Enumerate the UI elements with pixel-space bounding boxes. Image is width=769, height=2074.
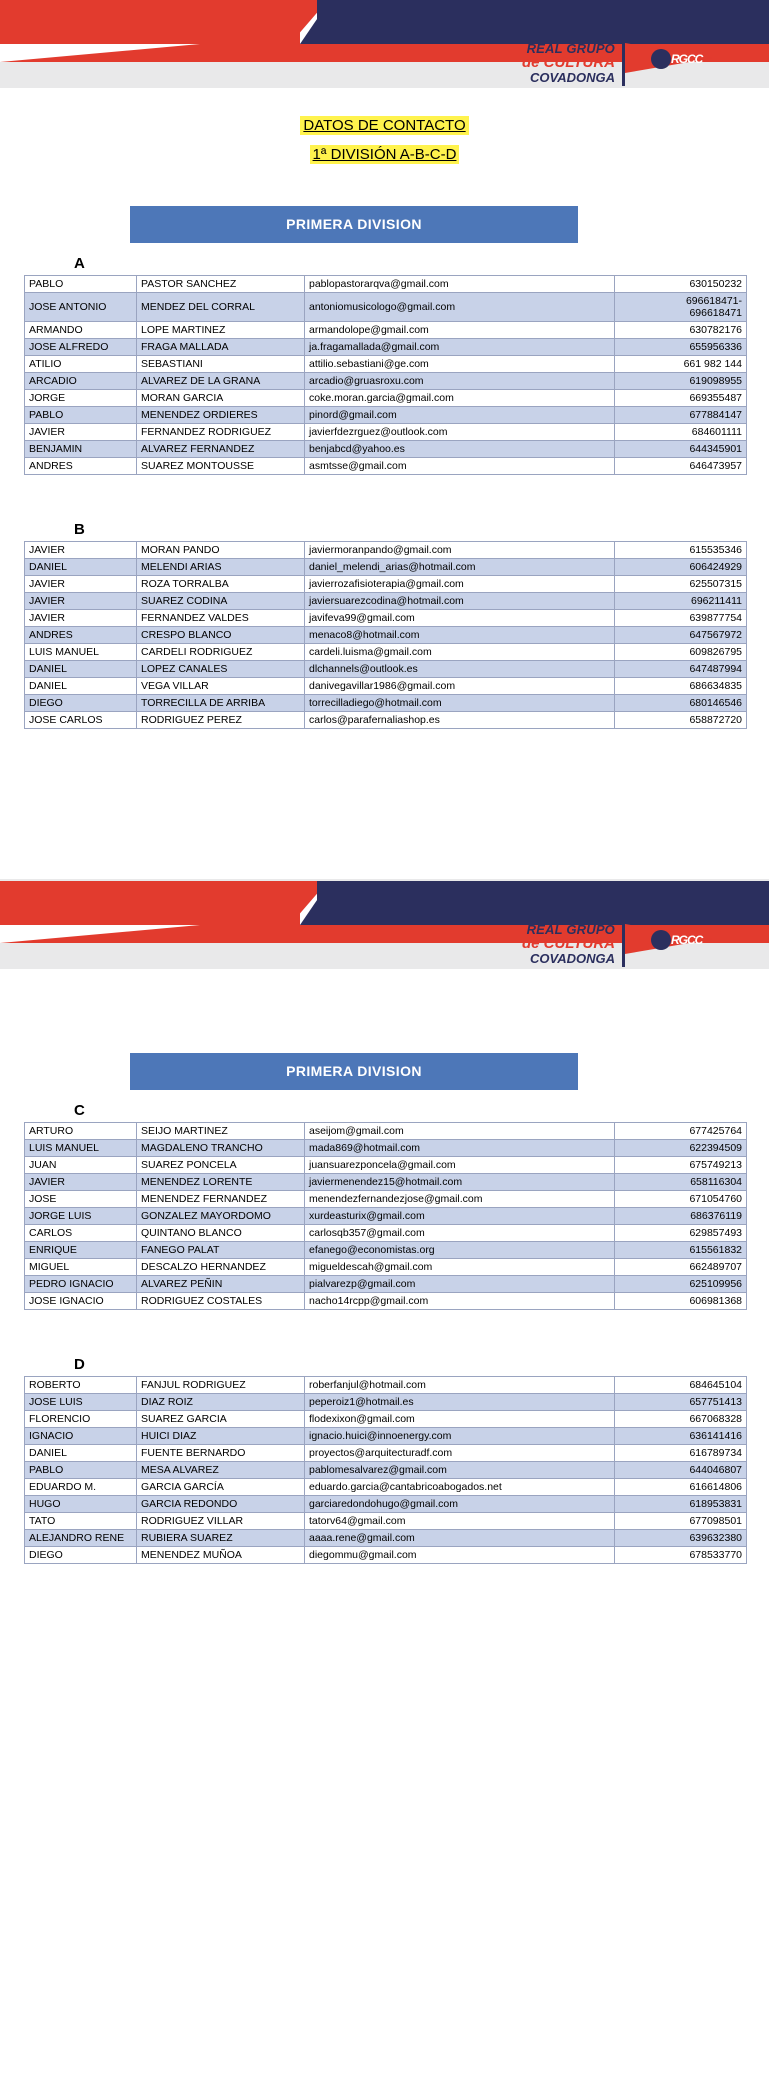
cell-phone: 606424929 bbox=[615, 559, 747, 576]
table-row bbox=[25, 695, 747, 712]
cell-surname: RODRIGUEZ VILLAR bbox=[137, 1513, 305, 1530]
cell-email: javierfdezrguez@outlook.com bbox=[305, 424, 615, 441]
club-logo bbox=[522, 40, 717, 86]
club-logo-line3: COVADONGA bbox=[530, 69, 615, 85]
cell-email: carlos@parafernaliashop.es bbox=[305, 712, 615, 729]
cell-email: diegommu@gmail.com bbox=[305, 1547, 615, 1564]
cell-surname: SEIJO MARTINEZ bbox=[137, 1123, 305, 1140]
cell-name: JUAN bbox=[25, 1157, 137, 1174]
cell-phone: 639632380 bbox=[615, 1530, 747, 1547]
cell-email: antoniomusicologo@gmail.com bbox=[305, 293, 615, 322]
cell-phone: 647567972 bbox=[615, 627, 747, 644]
cell-email: ignacio.huici@innoenergy.com bbox=[305, 1428, 615, 1445]
cell-email: menaco8@hotmail.com bbox=[305, 627, 615, 644]
band-white-wedge bbox=[0, 925, 200, 943]
cell-surname: FERNANDEZ VALDES bbox=[137, 610, 305, 627]
cell-name: JOSE CARLOS bbox=[25, 712, 137, 729]
cell-name: JOSE ALFREDO bbox=[25, 339, 137, 356]
cell-phone: 636141416 bbox=[615, 1428, 747, 1445]
cell-email: roberfanjul@hotmail.com bbox=[305, 1377, 615, 1394]
club-logo-line2: de CULTURA bbox=[521, 935, 615, 953]
cell-name: EDUARDO M. bbox=[25, 1479, 137, 1496]
cell-phone: 639877754 bbox=[615, 610, 747, 627]
cell-email: torrecilladiego@hotmail.com bbox=[305, 695, 615, 712]
section-spacer bbox=[0, 475, 769, 509]
cell-name: JORGE LUIS bbox=[25, 1208, 137, 1225]
table-row bbox=[25, 322, 747, 339]
cell-phone: 615535346 bbox=[615, 542, 747, 559]
cell-surname: MENENDEZ ORDIERES bbox=[137, 407, 305, 424]
cell-phone: 625507315 bbox=[615, 576, 747, 593]
table-row bbox=[25, 559, 747, 576]
cell-surname: FERNANDEZ RODRIGUEZ bbox=[137, 424, 305, 441]
cell-surname: MESA ALVAREZ bbox=[137, 1462, 305, 1479]
cell-name: MIGUEL bbox=[25, 1259, 137, 1276]
cell-name: DANIEL bbox=[25, 661, 137, 678]
cell-surname: GONZALEZ MAYORDOMO bbox=[137, 1208, 305, 1225]
contacts-table-d bbox=[24, 1376, 747, 1564]
table-row bbox=[25, 576, 747, 593]
cell-phone: 675749213 bbox=[615, 1157, 747, 1174]
section-spacer bbox=[0, 729, 769, 879]
cell-surname: LOPEZ CANALES bbox=[137, 661, 305, 678]
band-white-wedge bbox=[0, 44, 200, 62]
cell-email: proyectos@arquitecturadf.com bbox=[305, 1445, 615, 1462]
table-row bbox=[25, 610, 747, 627]
cell-name: JAVIER bbox=[25, 424, 137, 441]
cell-surname: FUENTE BERNARDO bbox=[137, 1445, 305, 1462]
cell-email: mada869@hotmail.com bbox=[305, 1140, 615, 1157]
cell-email: tatorv64@gmail.com bbox=[305, 1513, 615, 1530]
table-row bbox=[25, 678, 747, 695]
cell-phone: 662489707 bbox=[615, 1259, 747, 1276]
table-row bbox=[25, 1140, 747, 1157]
cell-name: JAVIER bbox=[25, 593, 137, 610]
cell-phone: 684601111 bbox=[615, 424, 747, 441]
table-row bbox=[25, 1276, 747, 1293]
table-row bbox=[25, 1513, 747, 1530]
cell-surname: TORRECILLA DE ARRIBA bbox=[137, 695, 305, 712]
contacts-table-c bbox=[24, 1122, 747, 1310]
table-row bbox=[25, 407, 747, 424]
table-row bbox=[25, 1496, 747, 1513]
table-row bbox=[25, 1377, 747, 1394]
cell-name: JAVIER bbox=[25, 610, 137, 627]
cell-email: armandolope@gmail.com bbox=[305, 322, 615, 339]
cell-surname: MELENDI ARIAS bbox=[137, 559, 305, 576]
cell-surname: MORAN PANDO bbox=[137, 542, 305, 559]
cell-name: DANIEL bbox=[25, 559, 137, 576]
table-row bbox=[25, 1530, 747, 1547]
cell-surname: ALVAREZ FERNANDEZ bbox=[137, 441, 305, 458]
band-navy-top bbox=[317, 881, 769, 925]
cell-name: FLORENCIO bbox=[25, 1411, 137, 1428]
cell-phone: 625109956 bbox=[615, 1276, 747, 1293]
table-row bbox=[25, 1462, 747, 1479]
division-header: PRIMERA DIVISION bbox=[130, 206, 578, 243]
cell-email: juansuarezponcela@gmail.com bbox=[305, 1157, 615, 1174]
cell-email: ja.fragamallada@gmail.com bbox=[305, 339, 615, 356]
cell-phone: 616614806 bbox=[615, 1479, 747, 1496]
cell-name: JAVIER bbox=[25, 1174, 137, 1191]
cell-email: peperoiz1@hotmail.es bbox=[305, 1394, 615, 1411]
cell-surname: MENENDEZ LORENTE bbox=[137, 1174, 305, 1191]
group-letter-c: C bbox=[74, 1102, 85, 1120]
cell-email: danivegavillar1986@gmail.com bbox=[305, 678, 615, 695]
band-navy-top bbox=[317, 0, 769, 44]
cell-phone: 677884147 bbox=[615, 407, 747, 424]
cell-email: javiermoranpando@gmail.com bbox=[305, 542, 615, 559]
table-row bbox=[25, 1411, 747, 1428]
club-logo-line1: REAL GRUPO bbox=[526, 922, 615, 938]
cell-name: DANIEL bbox=[25, 1445, 137, 1462]
cell-phone: 684645104 bbox=[615, 1377, 747, 1394]
cell-surname: RODRIGUEZ COSTALES bbox=[137, 1293, 305, 1310]
cell-phone: 629857493 bbox=[615, 1225, 747, 1242]
cell-phone: 678533770 bbox=[615, 1547, 747, 1564]
cell-phone: 667068328 bbox=[615, 1411, 747, 1428]
cell-phone: 618953831 bbox=[615, 1496, 747, 1513]
table-row bbox=[25, 593, 747, 610]
table-row bbox=[25, 627, 747, 644]
cell-surname: LOPE MARTINEZ bbox=[137, 322, 305, 339]
cell-surname: CARDELI RODRIGUEZ bbox=[137, 644, 305, 661]
table-row bbox=[25, 1394, 747, 1411]
cell-email: efanego@economistas.org bbox=[305, 1242, 615, 1259]
cell-surname: SEBASTIANI bbox=[137, 356, 305, 373]
cell-name: JOSE ANTONIO bbox=[25, 293, 137, 322]
cell-phone: 658872720 bbox=[615, 712, 747, 729]
cell-phone: 669355487 bbox=[615, 390, 747, 407]
club-logo-text bbox=[522, 42, 615, 84]
cell-name: ARCADIO bbox=[25, 373, 137, 390]
cell-phone: 696211411 bbox=[615, 593, 747, 610]
table-row bbox=[25, 661, 747, 678]
header-band bbox=[0, 0, 769, 88]
table-row bbox=[25, 373, 747, 390]
cell-name: IGNACIO bbox=[25, 1428, 137, 1445]
cell-surname: ROZA TORRALBA bbox=[137, 576, 305, 593]
cell-email: arcadio@gruasroxu.com bbox=[305, 373, 615, 390]
cell-phone: 647487994 bbox=[615, 661, 747, 678]
cell-phone: 655956336 bbox=[615, 339, 747, 356]
cell-name: ARTURO bbox=[25, 1123, 137, 1140]
cell-name: PEDRO IGNACIO bbox=[25, 1276, 137, 1293]
cell-email: aseijom@gmail.com bbox=[305, 1123, 615, 1140]
cell-name: JOSE LUIS bbox=[25, 1394, 137, 1411]
cell-email: dlchannels@outlook.es bbox=[305, 661, 615, 678]
group-letter-a: A bbox=[74, 255, 85, 272]
cell-phone: 671054760 bbox=[615, 1191, 747, 1208]
cell-phone: 622394509 bbox=[615, 1140, 747, 1157]
club-logo-line1: REAL GRUPO bbox=[526, 41, 615, 57]
document-titles bbox=[0, 116, 769, 164]
cell-phone: 677425764 bbox=[615, 1123, 747, 1140]
club-logo-initials: RGCC bbox=[671, 52, 703, 66]
section-spacer bbox=[0, 1564, 769, 1714]
cell-email: menendezfernandezjose@gmail.com bbox=[305, 1191, 615, 1208]
cell-phone: 686634835 bbox=[615, 678, 747, 695]
cell-name: BENJAMIN bbox=[25, 441, 137, 458]
cell-surname: HUICI DIAZ bbox=[137, 1428, 305, 1445]
cell-name: ANDRES bbox=[25, 458, 137, 475]
cell-email: attilio.sebastiani@ge.com bbox=[305, 356, 615, 373]
cell-phone: 606981368 bbox=[615, 1293, 747, 1310]
cell-surname: GARCIA REDONDO bbox=[137, 1496, 305, 1513]
section-spacer bbox=[0, 1310, 769, 1344]
cell-surname: DIAZ ROIZ bbox=[137, 1394, 305, 1411]
cell-email: asmtsse@gmail.com bbox=[305, 458, 615, 475]
cell-surname: SUAREZ CODINA bbox=[137, 593, 305, 610]
cell-phone: 646473957 bbox=[615, 458, 747, 475]
cell-email: cardeli.luisma@gmail.com bbox=[305, 644, 615, 661]
cell-name: DANIEL bbox=[25, 678, 137, 695]
cell-name: CARLOS bbox=[25, 1225, 137, 1242]
table-row bbox=[25, 1191, 747, 1208]
cell-email: javifeva99@gmail.com bbox=[305, 610, 615, 627]
pennant-icon bbox=[621, 921, 717, 967]
cell-name: HUGO bbox=[25, 1496, 137, 1513]
cell-surname: RUBIERA SUAREZ bbox=[137, 1530, 305, 1547]
cell-email: xurdeasturix@gmail.com bbox=[305, 1208, 615, 1225]
table-row bbox=[25, 356, 747, 373]
cell-phone: 616789734 bbox=[615, 1445, 747, 1462]
cell-name: JOSE bbox=[25, 1191, 137, 1208]
cell-name: PABLO bbox=[25, 407, 137, 424]
cell-email: coke.moran.garcia@gmail.com bbox=[305, 390, 615, 407]
contacts-table-a bbox=[24, 275, 747, 475]
cell-surname: GARCIA GARCÍA bbox=[137, 1479, 305, 1496]
cell-surname: CRESPO BLANCO bbox=[137, 627, 305, 644]
cell-surname: MENENDEZ MUÑOA bbox=[137, 1547, 305, 1564]
page-2 bbox=[0, 881, 769, 1714]
cell-phone: 680146546 bbox=[615, 695, 747, 712]
group-letter-b: B bbox=[74, 521, 85, 539]
cell-surname: FANJUL RODRIGUEZ bbox=[137, 1377, 305, 1394]
cell-phone: 696618471- 696618471 bbox=[615, 293, 747, 322]
cell-email: daniel_melendi_arias@hotmail.com bbox=[305, 559, 615, 576]
cell-phone: 619098955 bbox=[615, 373, 747, 390]
cell-phone: 644345901 bbox=[615, 441, 747, 458]
table-row bbox=[25, 1479, 747, 1496]
cell-surname: MENDEZ DEL CORRAL bbox=[137, 293, 305, 322]
cell-surname: DESCALZO HERNANDEZ bbox=[137, 1259, 305, 1276]
cell-email: pialvarezp@gmail.com bbox=[305, 1276, 615, 1293]
cell-email: pablomesalvarez@gmail.com bbox=[305, 1462, 615, 1479]
cell-phone: 644046807 bbox=[615, 1462, 747, 1479]
cell-phone: 630150232 bbox=[615, 276, 747, 293]
contacts-table-b bbox=[24, 541, 747, 729]
cell-email: javiermenendez15@hotmail.com bbox=[305, 1174, 615, 1191]
cell-name: ARMANDO bbox=[25, 322, 137, 339]
club-logo-initials: RGCC bbox=[671, 933, 703, 948]
cell-surname: SUAREZ PONCELA bbox=[137, 1157, 305, 1174]
cell-phone: 615561832 bbox=[615, 1242, 747, 1259]
cell-phone: 657751413 bbox=[615, 1394, 747, 1411]
cell-surname: SUAREZ MONTOUSSE bbox=[137, 458, 305, 475]
title-main-wrap bbox=[0, 116, 769, 135]
title-sub-wrap bbox=[0, 145, 769, 164]
table-row bbox=[25, 276, 747, 293]
table-row bbox=[25, 339, 747, 356]
cell-phone: 677098501 bbox=[615, 1513, 747, 1530]
cell-name: ATILIO bbox=[25, 356, 137, 373]
table-row bbox=[25, 1174, 747, 1191]
cell-email: migueldescah@gmail.com bbox=[305, 1259, 615, 1276]
band-red-left bbox=[0, 0, 300, 44]
cell-email: carlosqb357@gmail.com bbox=[305, 1225, 615, 1242]
cell-name: PABLO bbox=[25, 276, 137, 293]
cell-surname: RODRIGUEZ PEREZ bbox=[137, 712, 305, 729]
cell-email: garciaredondohugo@gmail.com bbox=[305, 1496, 615, 1513]
cell-name: TATO bbox=[25, 1513, 137, 1530]
table-row bbox=[25, 1157, 747, 1174]
cell-name: DIEGO bbox=[25, 695, 137, 712]
cell-email: pinord@gmail.com bbox=[305, 407, 615, 424]
table-row bbox=[25, 1547, 747, 1564]
table-row bbox=[25, 1242, 747, 1259]
table-row bbox=[25, 441, 747, 458]
cell-phone: 609826795 bbox=[615, 644, 747, 661]
club-logo-line3: COVADONGA bbox=[530, 950, 615, 966]
page-top-spacer bbox=[0, 969, 769, 1011]
cell-name: LUIS MANUEL bbox=[25, 1140, 137, 1157]
header-band bbox=[0, 881, 769, 969]
table-row bbox=[25, 1259, 747, 1276]
table-row bbox=[25, 1225, 747, 1242]
cell-name: ANDRES bbox=[25, 627, 137, 644]
table-row bbox=[25, 542, 747, 559]
table-row bbox=[25, 458, 747, 475]
cell-phone: 686376119 bbox=[615, 1208, 747, 1225]
table-row bbox=[25, 1445, 747, 1462]
club-logo bbox=[522, 921, 717, 967]
table-row bbox=[25, 1123, 747, 1140]
cell-surname: MENENDEZ FERNANDEZ bbox=[137, 1191, 305, 1208]
cell-phone: 661 982 144 bbox=[615, 356, 747, 373]
cell-surname: ALVAREZ PEÑIN bbox=[137, 1276, 305, 1293]
table-row bbox=[25, 1293, 747, 1310]
cell-name: DIEGO bbox=[25, 1547, 137, 1564]
cell-email: eduardo.garcia@cantabricoabogados.net bbox=[305, 1479, 615, 1496]
cell-name: LUIS MANUEL bbox=[25, 644, 137, 661]
group-letter-d: D bbox=[74, 1356, 85, 1374]
page-subtitle: 1ª DIVISIÓN A-B-C-D bbox=[310, 145, 460, 164]
cell-surname: FANEGO PALAT bbox=[137, 1242, 305, 1259]
cell-surname: MAGDALENO TRANCHO bbox=[137, 1140, 305, 1157]
cell-name: ENRIQUE bbox=[25, 1242, 137, 1259]
cell-email: javiersuarezcodina@hotmail.com bbox=[305, 593, 615, 610]
cell-phone: 630782176 bbox=[615, 322, 747, 339]
cell-email: aaaa.rene@gmail.com bbox=[305, 1530, 615, 1547]
cell-surname: QUINTANO BLANCO bbox=[137, 1225, 305, 1242]
cell-email: javierrozafisioterapia@gmail.com bbox=[305, 576, 615, 593]
table-row bbox=[25, 390, 747, 407]
cell-name: PABLO bbox=[25, 1462, 137, 1479]
cell-phone: 658116304 bbox=[615, 1174, 747, 1191]
cell-surname: ALVAREZ DE LA GRANA bbox=[137, 373, 305, 390]
band-red-left bbox=[0, 881, 300, 925]
club-logo-text bbox=[522, 923, 615, 965]
table-row bbox=[25, 424, 747, 441]
club-logo-line2: de CULTURA bbox=[521, 54, 615, 72]
table-row bbox=[25, 1208, 747, 1225]
cell-email: pablopastorarqva@gmail.com bbox=[305, 276, 615, 293]
cell-surname: SUAREZ GARCIA bbox=[137, 1411, 305, 1428]
cell-surname: PASTOR SANCHEZ bbox=[137, 276, 305, 293]
cell-surname: FRAGA MALLADA bbox=[137, 339, 305, 356]
table-row bbox=[25, 712, 747, 729]
division-header: PRIMERA DIVISION bbox=[130, 1053, 578, 1090]
cell-name: JOSE IGNACIO bbox=[25, 1293, 137, 1310]
cell-name: ROBERTO bbox=[25, 1377, 137, 1394]
cell-name: JAVIER bbox=[25, 542, 137, 559]
cell-name: JORGE bbox=[25, 390, 137, 407]
page-1 bbox=[0, 0, 769, 879]
table-row bbox=[25, 293, 747, 322]
cell-surname: VEGA VILLAR bbox=[137, 678, 305, 695]
table-row bbox=[25, 1428, 747, 1445]
table-row bbox=[25, 644, 747, 661]
page-title: DATOS DE CONTACTO bbox=[300, 116, 468, 135]
cell-surname: MORAN GARCIA bbox=[137, 390, 305, 407]
cell-name: ALEJANDRO RENE bbox=[25, 1530, 137, 1547]
pennant-icon bbox=[621, 40, 717, 86]
cell-email: benjabcd@yahoo.es bbox=[305, 441, 615, 458]
cell-email: flodexixon@gmail.com bbox=[305, 1411, 615, 1428]
cell-name: JAVIER bbox=[25, 576, 137, 593]
cell-email: nacho14rcpp@gmail.com bbox=[305, 1293, 615, 1310]
